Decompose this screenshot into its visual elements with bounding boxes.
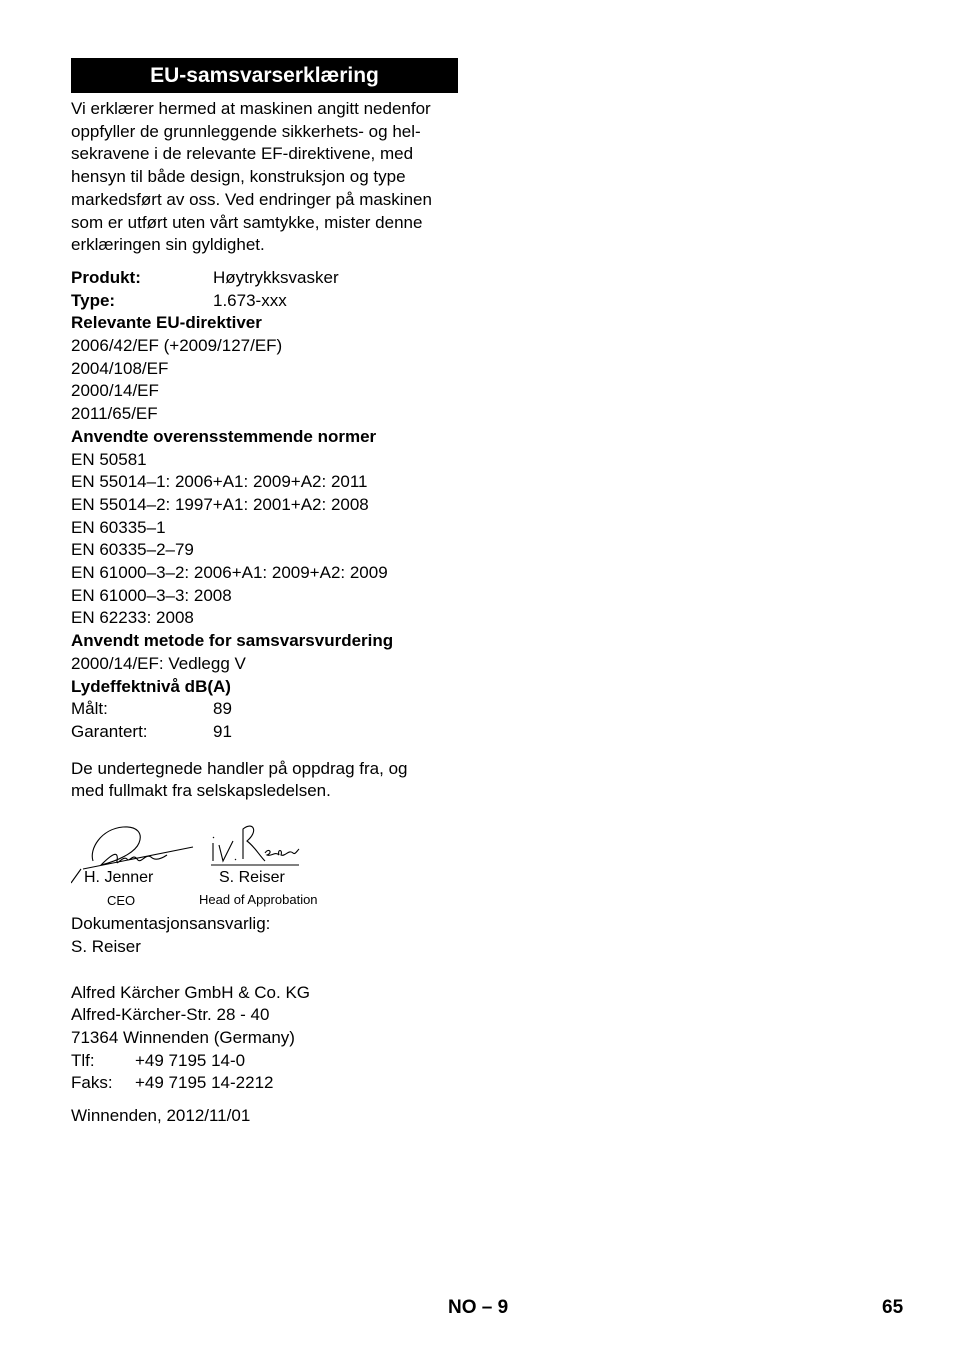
address-block xyxy=(71,982,458,1096)
directives-heading: Relevante EU-direktiver xyxy=(71,313,262,333)
norms-heading: Anvendte overensstemmende normer xyxy=(71,426,377,446)
norm-item: EN 61000–3–3: 2008 xyxy=(71,585,232,605)
city: 71364 Winnenden (Germany) xyxy=(71,1027,295,1047)
intro-line: oppfyller de grunnleggende sikkerhets- og hel- xyxy=(71,121,421,141)
directive-item: 2004/108/EF xyxy=(71,358,169,378)
intro-line: Vi erklærer hermed at maskinen angitt nedenfor xyxy=(71,99,431,118)
intro-line: som er utført uten vårt samtykke, mister denne xyxy=(71,212,423,232)
doc-responsible-name: S. Reiser xyxy=(71,936,141,956)
authority-line: med fullmakt fra selskapsledelsen. xyxy=(71,781,331,801)
norm-item: EN 55014–2: 1997+A1: 2001+A2: 2008 xyxy=(71,494,369,514)
signatory-name: H. Jenner xyxy=(84,869,154,887)
measured-label: Målt: xyxy=(71,699,108,719)
sound-heading: Lydeffektnivå dB(A) xyxy=(71,676,231,696)
phone-value: +49 7195 14-0 xyxy=(135,1050,246,1070)
company-name: Alfred Kärcher GmbH & Co. KG xyxy=(71,982,311,1002)
guaranteed-value: 91 xyxy=(213,721,232,741)
norm-item: EN 60335–1 xyxy=(71,517,166,537)
method-heading: Anvendt metode for samsvarsvurdering xyxy=(71,631,394,651)
signature-reiser xyxy=(209,821,301,873)
intro-paragraph xyxy=(71,98,458,257)
directive-item: 2011/65/EF xyxy=(71,404,158,424)
norm-item: EN 62233: 2008 xyxy=(71,608,194,628)
fax-label: Faks: xyxy=(71,1073,113,1093)
norm-item: EN 50581 xyxy=(71,449,147,469)
signatory-role: Head of Approbation xyxy=(199,892,318,908)
guaranteed-label: Garantert: xyxy=(71,721,148,741)
type-value: 1.673-xxx xyxy=(213,290,287,310)
intro-line: markedsført av oss. Ved endringer på maskinen xyxy=(71,189,432,209)
norm-item: EN 60335–2–79 xyxy=(71,540,194,560)
fax-row xyxy=(71,1072,458,1095)
phone-label: Tlf: xyxy=(71,1050,95,1070)
norm-item: EN 55014–1: 2006+A1: 2009+A2: 2011 xyxy=(71,472,368,492)
type-label: Type: xyxy=(71,290,116,310)
signatory-name: S. Reiser xyxy=(219,869,285,887)
fax-value: +49 7195 14-2212 xyxy=(135,1073,274,1093)
authority-line: De undertegnede handler på oppdrag fra, og xyxy=(71,758,408,778)
street: Alfred-Kärcher-Str. 28 - 40 xyxy=(71,1005,270,1025)
declaration-column xyxy=(71,58,458,1128)
norm-item: EN 61000–3–2: 2006+A1: 2009+A2: 2009 xyxy=(71,563,388,583)
method-value: 2000/14/EF: Vedlegg V xyxy=(71,653,246,673)
directive-item: 2000/14/EF xyxy=(71,381,159,401)
intro-line: sekravene i de relevante EF-direktivene, med xyxy=(71,144,414,164)
type-row xyxy=(71,290,458,313)
doc-responsible-label: Dokumentasjonsansvarlig: xyxy=(71,914,271,934)
measured-row xyxy=(71,698,458,721)
product-row xyxy=(71,267,458,290)
signature-block xyxy=(71,803,458,909)
guaranteed-row xyxy=(71,721,458,744)
intro-line: erklæringen sin gyldighet. xyxy=(71,235,265,255)
measured-value: 89 xyxy=(213,699,232,719)
signatory-role: CEO xyxy=(107,893,136,909)
phone-row xyxy=(71,1050,458,1073)
page-number: 65 xyxy=(882,1297,904,1318)
page-title: EU-samsvarserklæring xyxy=(71,58,458,93)
directive-item: 2006/42/EF (+2009/127/EF) xyxy=(71,336,283,356)
intro-line: hensyn til både design, konstruksjon og type xyxy=(71,167,406,187)
product-label: Produkt: xyxy=(71,267,141,287)
product-value: Høytrykksvasker xyxy=(213,267,339,287)
place-date: Winnenden, 2012/11/01 xyxy=(71,1106,251,1126)
section-number: NO – 9 xyxy=(448,1297,509,1318)
